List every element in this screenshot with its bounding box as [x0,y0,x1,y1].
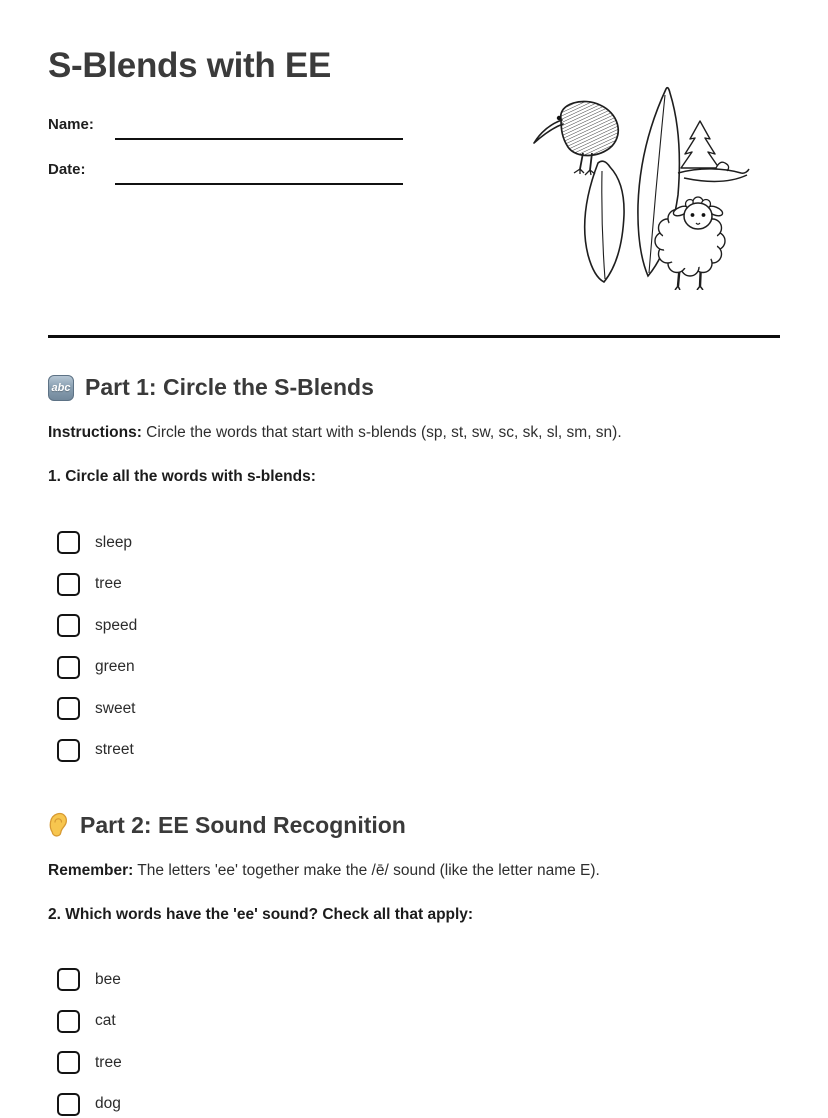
date-label: Date: [48,161,86,178]
part2-remember-label: Remember: [48,862,134,879]
check-row-cat [57,1010,122,1033]
pine-tree [681,121,729,171]
check-row-sweet [57,697,137,720]
part1-instructions-label: Instructions: [48,424,142,441]
check-row-tree [57,573,137,596]
part1-checklist [57,531,137,780]
checkbox-tree[interactable] [57,573,80,596]
word-label: sleep [95,533,133,551]
word-label: tree [95,1053,122,1071]
word-label: dog [95,1095,121,1112]
part2-question: 2. Which words have the 'ee' sound? Check all that apply: [48,906,474,923]
part2-heading-text: Part 2: EE Sound Recognition [80,812,406,838]
name-label: Name: [48,116,94,133]
word-label: tree [95,575,122,592]
word-label: bee [95,970,121,988]
part1-instructions-text: Circle the words that start with s-blends (sp, st, sw, sc, sk, sl, sm, sn). [141,424,622,441]
check-row-street [57,739,137,762]
checkbox-sweet[interactable] [57,697,80,720]
part1-instructions [48,424,622,442]
abc-icon: abc [48,375,74,401]
part2-checklist [57,968,122,1118]
ear-icon [48,811,69,840]
checkbox-sleep[interactable] [57,531,80,554]
checkbox-street[interactable] [57,739,80,762]
part1-heading [48,374,374,401]
check-row-bee [57,968,122,991]
checkbox-tree2[interactable] [57,1051,80,1074]
section-divider [48,335,780,338]
checkbox-green[interactable] [57,656,80,679]
check-row-speed [57,614,137,637]
part2-remember [48,862,600,880]
part1-heading-text: Part 1: Circle the S-Blends [85,374,374,400]
kiwi-sheep-illustration [528,85,780,290]
date-input-line[interactable] [115,183,403,185]
word-label: street [95,741,134,758]
word-label: cat [95,1012,116,1029]
checkbox-cat[interactable] [57,1010,80,1033]
checkbox-dog[interactable] [57,1093,80,1116]
word-label: sweet [95,699,136,717]
check-row-green [57,656,137,679]
check-row-sleep [57,531,137,554]
checkbox-speed[interactable] [57,614,80,637]
page-title: S-Blends with EE [48,46,332,85]
check-row-dog [57,1093,122,1116]
word-label: speed [95,616,138,634]
part2-remember-text: The letters 'ee' together make the /ē/ sound (like the letter name E). [133,862,600,879]
part1-question: 1. Circle all the words with s-blends: [48,468,316,485]
check-row-tree2 [57,1051,122,1074]
part2-heading [48,811,406,840]
name-input-line[interactable] [115,138,403,140]
word-label: green [95,658,135,675]
checkbox-bee[interactable] [57,968,80,991]
